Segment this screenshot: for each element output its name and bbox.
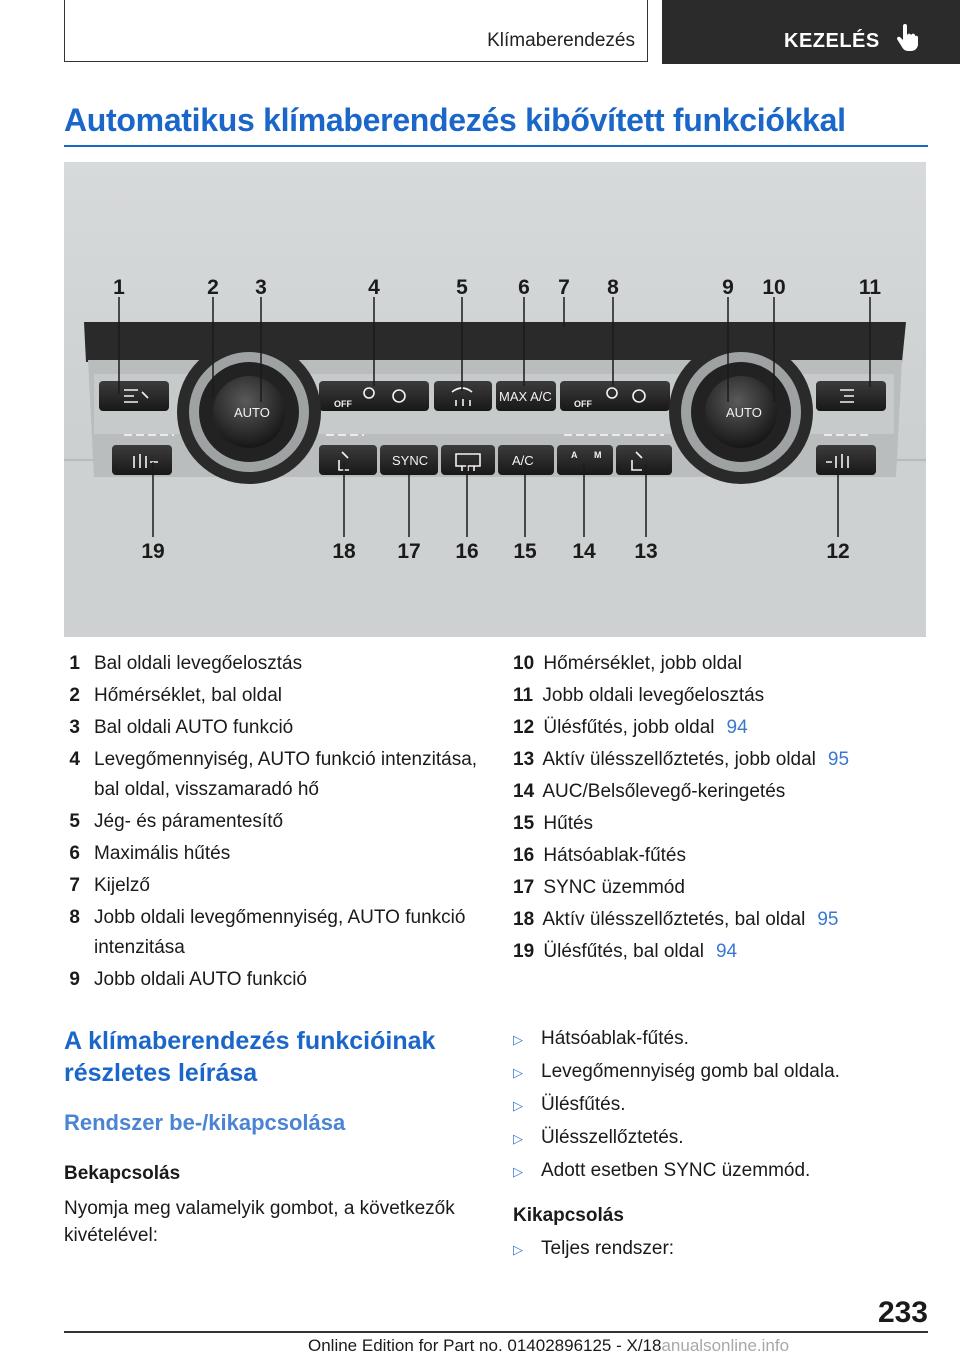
callout-2: 2: [207, 276, 219, 299]
section-title: A klímaberendezés funkcióinak részletes leírása: [64, 1027, 436, 1087]
bullet-text: Adott esetben SYNC üzemmód.: [541, 1160, 811, 1181]
legend-text: Jobb oldali levegőmennyiség, AUTO funkció intenzitása: [94, 907, 466, 958]
seat-heating-right-button: [816, 445, 876, 475]
legend-text: Maximális hűtés: [94, 843, 231, 864]
bullet-text: Ülésfűtés.: [541, 1094, 626, 1115]
page-title: Automatikus klímaberendezés kibővített funkciókkal: [64, 102, 846, 138]
header-section-tab: [64, 0, 648, 62]
callout-16: 16: [455, 540, 479, 563]
legend-item: [513, 808, 928, 840]
legend-text: Jobb oldali AUTO funkció: [94, 969, 307, 990]
bullet-item: [513, 1023, 928, 1056]
legend-text: Hűtés: [543, 813, 594, 834]
legend-item: [513, 680, 928, 712]
triangle-bullet-icon: ▷: [513, 1164, 523, 1179]
callout-4: 4: [368, 276, 380, 299]
legend-num: 18: [513, 909, 535, 930]
page-reference-link[interactable]: 95: [827, 749, 850, 770]
callout-3: 3: [255, 276, 267, 299]
legend-item: [64, 870, 484, 902]
legend-text: SYNC üzemmód: [543, 877, 685, 898]
switch-off-bullets: [513, 1233, 928, 1266]
climate-control-panel-figure: [64, 162, 926, 637]
legend-item: [64, 648, 484, 680]
legend-num: 10: [513, 653, 535, 674]
legend-item: [64, 964, 484, 996]
legend-item: [513, 744, 928, 776]
legend-num: 15: [513, 813, 535, 834]
legend-num: 8: [69, 907, 80, 928]
callout-15: 15: [513, 540, 537, 563]
legend-num: 17: [513, 877, 535, 898]
auc-m-label: M: [594, 450, 602, 460]
callout-17: 17: [397, 540, 421, 563]
footer: [308, 1336, 789, 1356]
hand-pointer-icon: [896, 24, 918, 52]
page-reference-link[interactable]: 94: [726, 717, 748, 738]
legend-item: [64, 744, 484, 806]
callout-14: 14: [572, 540, 596, 563]
legend-num: 13: [513, 749, 535, 770]
legend-item: [513, 648, 928, 680]
switch-on-text: Nyomja meg valamelyik gombot, a következők kivételével:: [64, 1198, 455, 1246]
ac-label: A/C: [512, 453, 534, 468]
switch-on-heading: Bekapcsolás: [64, 1163, 181, 1184]
callout-10: 10: [762, 276, 786, 299]
footer-watermark: anualsonline.info: [661, 1336, 790, 1355]
legend-text: Ülésfűtés, bal oldal: [543, 941, 704, 962]
legend-text: Levegőmennyiség, AUTO funkció intenzitása, bal oldal, visszamaradó hő: [94, 749, 478, 800]
triangle-bullet-icon: ▷: [513, 1242, 523, 1257]
legend-item: [513, 936, 928, 968]
legend-text: Kijelző: [94, 875, 150, 896]
callout-13: 13: [634, 540, 658, 563]
triangle-bullet-icon: ▷: [513, 1065, 523, 1080]
triangle-bullet-icon: ▷: [513, 1032, 523, 1047]
off-right-label: OFF: [574, 399, 592, 409]
callout-5: 5: [456, 276, 468, 299]
legend-item: [513, 840, 928, 872]
legend-num: 14: [513, 781, 535, 802]
switch-off-heading: Kikapcsolás: [513, 1205, 624, 1226]
legend-text: Aktív ülésszellőztetés, bal oldal: [542, 909, 806, 930]
bullet-item: [513, 1056, 928, 1089]
seat-ventilation-right-button: [616, 445, 672, 475]
defrost-button: [434, 381, 492, 411]
footer-rule: [64, 1331, 928, 1333]
title-rule: [64, 145, 928, 147]
seat-heating-left-button: [112, 445, 172, 475]
legend-num: 9: [69, 969, 80, 990]
legend-text: Jobb oldali levegőelosztás: [542, 685, 765, 706]
page-number: 233: [877, 1296, 928, 1329]
bullet-item: [513, 1233, 928, 1266]
page-reference-link[interactable]: 95: [817, 909, 839, 930]
legend-left: [64, 648, 484, 996]
callout-1: 1: [113, 276, 125, 299]
legend-item: [64, 902, 484, 964]
legend-text: Hőmérséklet, jobb oldal: [543, 653, 742, 674]
legend-text: Hőmérséklet, bal oldal: [94, 685, 282, 706]
triangle-bullet-icon: ▷: [513, 1098, 523, 1113]
legend-num: 19: [513, 941, 535, 962]
legend-text: Bal oldali levegőelosztás: [94, 653, 303, 674]
legend-text: Ülésfűtés, jobb oldal: [543, 717, 715, 738]
legend-text: Aktív ülésszellőztetés, jobb oldal: [542, 749, 816, 770]
legend-num: 3: [69, 717, 80, 738]
callout-8: 8: [607, 276, 619, 299]
bullet-text: Hátsóablak-fűtés.: [541, 1028, 689, 1049]
subsection-title: Rendszer be-/kikapcsolása: [64, 1110, 346, 1135]
legend-num: 2: [69, 685, 80, 706]
switch-on-bullets: [513, 1023, 928, 1188]
triangle-bullet-icon: ▷: [513, 1131, 523, 1146]
page-reference-link[interactable]: 94: [715, 941, 738, 962]
legend-num: 6: [69, 843, 80, 864]
legend-text: Bal oldali AUTO funkció: [94, 717, 294, 738]
callout-6: 6: [518, 276, 530, 299]
auto-left-label: AUTO: [234, 405, 270, 420]
header-chapter-label: KEZELÉS: [784, 30, 880, 52]
legend-text: Hátsóablak-fűtés: [543, 845, 686, 866]
legend-num: 1: [69, 653, 80, 674]
legend-num: 12: [513, 717, 535, 738]
auc-recirculation-button: [557, 445, 613, 475]
legend-item: [513, 872, 928, 904]
legend-item: [64, 838, 484, 870]
header-chapter-tab: [662, 0, 960, 64]
legend-item: [513, 904, 928, 936]
legend-item: [64, 712, 484, 744]
callout-19: 19: [141, 540, 165, 563]
legend-item: [513, 776, 928, 808]
bullet-item: [513, 1122, 928, 1155]
callout-18: 18: [332, 540, 356, 563]
callout-9: 9: [722, 276, 734, 299]
legend-right: [513, 648, 928, 968]
bullet-text: Teljes rendszer:: [541, 1238, 675, 1259]
bullet-text: Ülésszellőztetés.: [541, 1127, 684, 1148]
legend-num: 11: [513, 685, 534, 706]
legend-num: 7: [69, 875, 80, 896]
callout-12: 12: [826, 540, 850, 563]
legend-text: Jég- és páramentesítő: [94, 811, 284, 832]
callout-7: 7: [558, 276, 570, 299]
callout-11: 11: [858, 276, 882, 299]
legend-item: [64, 680, 484, 712]
legend-num: 16: [513, 845, 535, 866]
sync-label: SYNC: [392, 453, 429, 468]
auto-right-label: AUTO: [726, 405, 762, 420]
bullet-item: [513, 1089, 928, 1122]
bullet-item: [513, 1155, 928, 1188]
legend-text: AUC/Belsőlevegő-keringetés: [542, 781, 786, 802]
legend-item: [64, 806, 484, 838]
legend-item: [513, 712, 928, 744]
legend-num: 5: [69, 811, 80, 832]
header-section-label: Klímaberendezés: [487, 30, 635, 51]
legend-num: 4: [69, 749, 80, 770]
footer-edition-text: Online Edition for Part no. 01402896125 - X/18: [308, 1336, 662, 1355]
bullet-text: Levegőmennyiség gomb bal oldala.: [541, 1061, 840, 1082]
max-ac-label: MAX A/C: [499, 389, 552, 404]
off-left-label: OFF: [334, 399, 352, 409]
auc-a-label: A: [571, 450, 578, 460]
